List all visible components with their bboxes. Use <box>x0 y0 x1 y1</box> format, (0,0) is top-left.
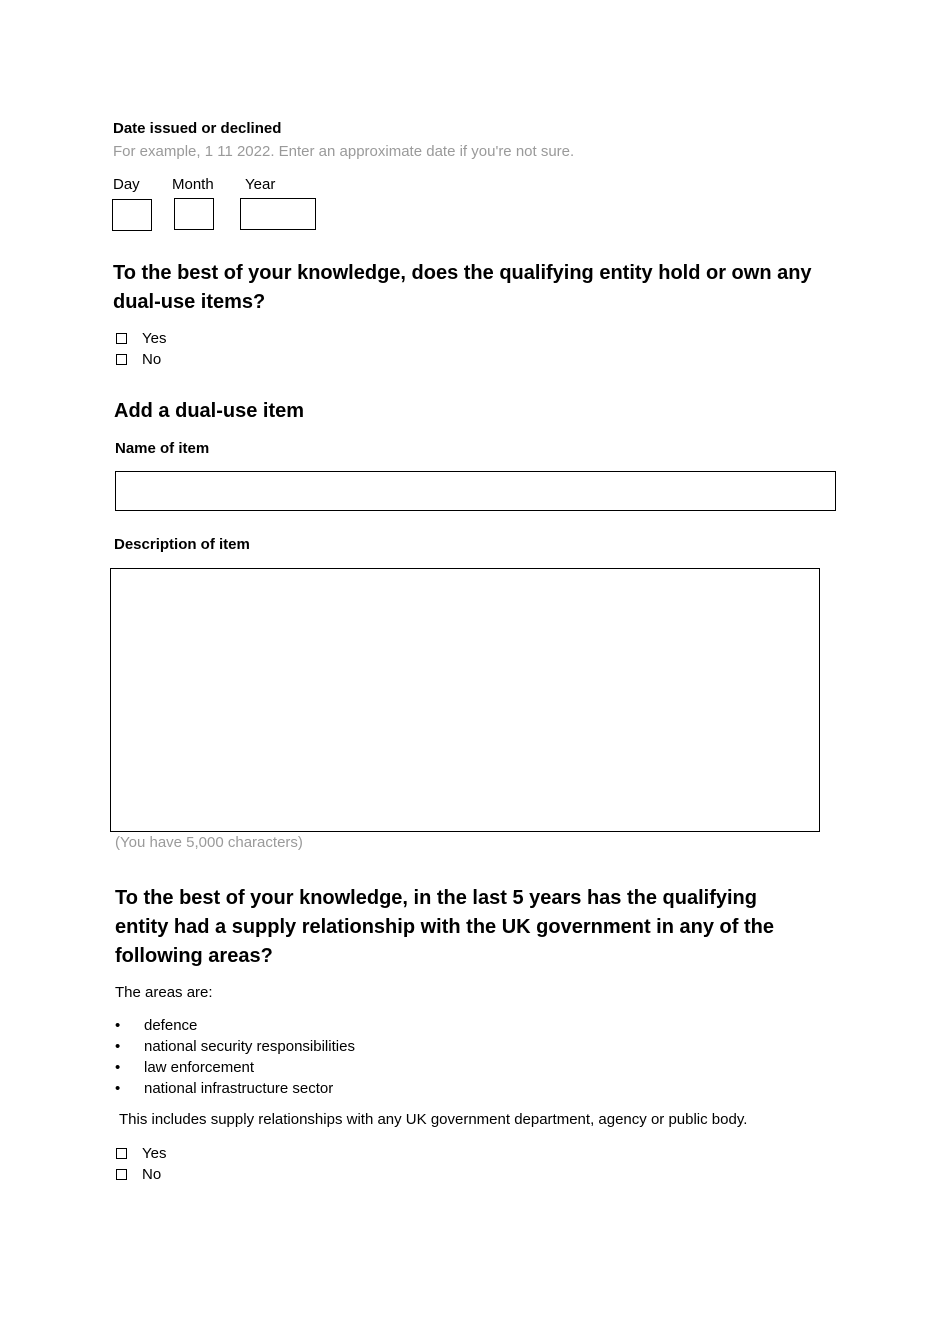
dual-use-options <box>116 328 166 370</box>
date-label: Date issued or declined <box>113 120 282 137</box>
option-label: No <box>142 1166 162 1183</box>
checkbox-icon[interactable] <box>116 1169 127 1180</box>
year-input[interactable] <box>240 198 316 230</box>
areas-list <box>115 1015 355 1099</box>
list-item: • law enforcement <box>115 1059 255 1076</box>
month-input[interactable] <box>174 198 214 230</box>
day-input[interactable] <box>112 199 152 231</box>
option-label: Yes <box>142 330 167 347</box>
add-item-heading: Add a dual-use item <box>114 400 305 422</box>
areas-intro: The areas are: <box>115 984 213 1001</box>
dual-use-question: To the best of your knowledge, does the qualifying entity hold or own any dual-use items? <box>113 262 812 313</box>
description-of-item-textarea[interactable] <box>110 568 820 832</box>
date-hint: For example, 1 11 2022. Enter an approximate date if you're not sure. <box>113 143 575 160</box>
dual-use-option-no[interactable] <box>116 349 166 370</box>
month-label: Month <box>172 176 214 193</box>
character-count: (You have 5,000 characters) <box>115 834 303 851</box>
day-label: Day <box>113 176 140 193</box>
checkbox-icon[interactable] <box>116 1148 127 1159</box>
list-item: • defence <box>115 1017 198 1034</box>
year-label: Year <box>245 176 276 193</box>
dual-use-option-yes[interactable] <box>116 328 166 349</box>
supply-option-no[interactable] <box>116 1164 166 1185</box>
list-item: • national infrastructure sector <box>115 1080 334 1097</box>
checkbox-icon[interactable] <box>116 354 127 365</box>
supply-option-yes[interactable] <box>116 1143 166 1164</box>
option-label: No <box>142 351 162 368</box>
list-item: • national security responsibilities <box>115 1038 355 1055</box>
option-label: Yes <box>142 1145 167 1162</box>
name-of-item-label: Name of item <box>115 440 210 457</box>
name-of-item-input[interactable] <box>115 471 836 511</box>
description-of-item-label: Description of item <box>114 536 250 553</box>
supply-note: This includes supply relationships with any UK government department, agency or public body. <box>119 1111 748 1128</box>
supply-question: To the best of your knowledge, in the last 5 years has the qualifying entity had a supply relationship with the UK government in any of the following areas? <box>115 887 774 967</box>
supply-options <box>116 1143 166 1185</box>
checkbox-icon[interactable] <box>116 333 127 344</box>
